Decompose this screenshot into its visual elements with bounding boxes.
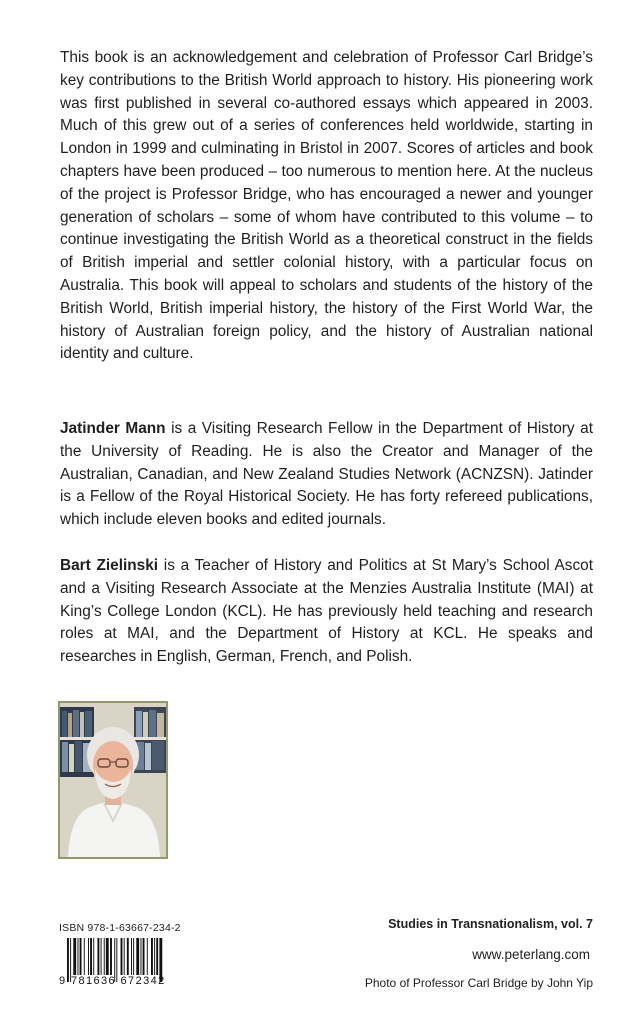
barcode-bar: [121, 938, 123, 975]
author-bio-text-zielinski: is a Teacher of History and Politics at St Mary’s School Ascot and a Visiting Research Associate at the Menzies Australia Institute (MAI) at King’s College London (KCL). He has previously held teaching and research roles at MAI, and the Department of History at KCL. He speaks and researches in English, German, French, and Polish.: [60, 557, 593, 666]
barcode-bar: [80, 938, 82, 975]
barcode-bar: [93, 938, 94, 975]
barcode-bar: [90, 938, 92, 975]
barcode-bar: [88, 938, 89, 975]
barcode-bar: [131, 938, 132, 975]
barcode-bar: [141, 938, 142, 975]
barcode-bar: [97, 938, 99, 975]
barcode-bar: [143, 938, 145, 975]
barcode-digits: 9 781636 672342: [59, 975, 166, 987]
barcode-bar: [147, 938, 148, 975]
barcode-bar: [124, 938, 125, 975]
barcode-bar: [101, 938, 102, 975]
portrait-illustration: [60, 703, 166, 857]
barcode-bar: [73, 938, 76, 975]
author-name-zielinski: Bart Zielinski: [60, 557, 159, 574]
author-name-mann: Jatinder Mann: [60, 420, 166, 437]
author-bio-text-mann: is a Visiting Research Fellow in the Department of History at the University of Reading. He is also the Creator and Manager of the Australian, Canadian, and New Zealand Studies Network (ACNZSN). Jatinder is a Fellow of the Royal Historical Society. He has forty refereed publications, which include eleven books and edited journals.: [60, 420, 593, 529]
barcode-bar: [84, 938, 85, 975]
book-blurb: This book is an acknowledgement and celebration of Professor Carl Bridge’s key contributions to the British World approach to history. His pioneering work was first published in several co-authored essays which appeared in 2003. Much of this grew out of a series of conferences held worldwide, starting in London in 1999 and culminating in Bristol in 2007. Scores of articles and book chapters have been produced – too numerous to mention here. At the nucleus of the project is Professor Bridge, who has encouraged a newer and younger generation of scholars – some of whom have contributed to this volume – to continue investigating the British World as a theoretical construct in the fields of British imperial and settler colonial history, with a particular focus on Australia. This book will appeal to scholars and students of the history of the British World, British imperial history, the history of the First World War, the history of Australian foreign policy, and the history of Australian national identity and culture.: [60, 49, 593, 363]
barcode-bar: [156, 938, 158, 975]
barcode-bar: [106, 938, 109, 975]
author-bio-mann: [60, 418, 593, 532]
series-title: Studies in Transnationalism, vol. 7: [388, 917, 593, 931]
barcode-bar: [151, 938, 153, 975]
author-photo: [58, 701, 168, 859]
author-bio-zielinski: [60, 555, 593, 669]
barcode-bar: [104, 938, 105, 975]
barcode-bar: [78, 938, 79, 975]
barcode-bar: [127, 938, 129, 975]
barcode-bar: [110, 938, 112, 975]
barcode-bar: [154, 938, 155, 975]
isbn-label: ISBN 978-1-63667-234-2: [59, 922, 181, 934]
publisher-website[interactable]: www.peterlang.com: [472, 947, 590, 962]
barcode-bar: [133, 938, 134, 975]
photo-credit: Photo of Professor Carl Bridge by John Yip: [364, 976, 593, 990]
barcode-bar: [136, 938, 139, 975]
